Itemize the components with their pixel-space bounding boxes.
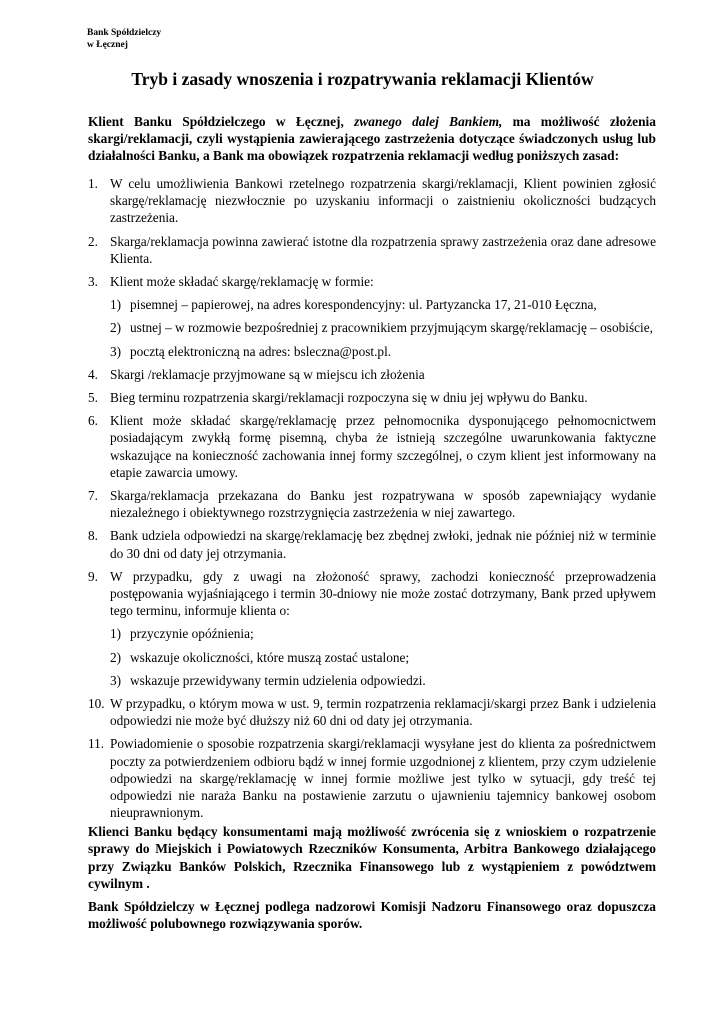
subitem-text: pisemnej – papierowej, na adres korespondencyjny: ul. Partyzancka 17, 21-010 Łęczna, <box>130 297 597 313</box>
document-title: Tryb i zasady wnoszenia i rozpatrywania reklamacji Klientów <box>131 69 594 89</box>
subitem-number: 3) <box>110 672 122 688</box>
organization-location: w Łęcznej <box>87 40 128 50</box>
rule-item <box>88 175 656 227</box>
rule-subitem <box>110 319 656 336</box>
rule-text: Skarga/reklamacja przekazana do Banku jest rozpatrywana w sposób zapewniający wydanie niezależnego i obiektywnego rozstrzygnięcia zastrzeżenia w niej zawartego. <box>110 488 656 521</box>
rule-item <box>88 527 656 561</box>
rule-subitem <box>110 343 656 360</box>
rule-number: 10. <box>88 696 105 712</box>
rule-number: 1. <box>88 176 98 191</box>
rule-item <box>88 366 656 383</box>
rule-text: Bank udziela odpowiedzi na skargę/reklamację bez zbędnej zwłoki, jednak nie później niż w terminie do 30 dni od daty jej otrzymania. <box>110 528 656 561</box>
supervision-paragraph: Bank Spółdzielczy w Łęcznej podlega nadzorowi Komisji Nadzoru Finansowego oraz dopuszcza możliwość polubownego rozwiązywania sporów. <box>88 899 656 932</box>
rule-number: 9. <box>88 568 98 584</box>
rule-number: 5. <box>88 390 98 406</box>
rule-text: Bieg terminu rozpatrzenia skargi/reklamacji rozpoczyna się w dniu jej wpływu do Banku. <box>110 390 588 406</box>
subitem-text: wskazuje przewidywany termin udzielenia odpowiedzi. <box>130 672 426 688</box>
rule-number: 6. <box>88 413 98 429</box>
rule-item <box>88 695 656 729</box>
rule-number: 3. <box>88 274 98 290</box>
subitem-number: 2) <box>110 649 122 665</box>
intro-text-part2: ma możliwość złożenia skargi/reklamacji, czyli wystąpienia zawierającego zastrzeżenia dotyczące świadczonych usług lub działalności Banku, a Bank ma obowiązek rozpatrzenia reklamacji według poniższych zasad: <box>88 114 656 164</box>
rule-text: W przypadku, gdy z uwagi na złożoność sprawy, zachodzi konieczność przeprowadzenia postępowania wyjaśniającego i termin 30-dniowy nie może zostać dotrzymany, Bank przed upływem tego terminu, informuje klienta o: <box>110 568 656 619</box>
rule-number: 11. <box>88 736 105 752</box>
consumer-rights-paragraph: Klienci Banku będący konsumentami mają możliwość zwrócenia się z wnioskiem o rozpatrzenie sprawy do Miejskich i Powiatowych Rzeczników Konsumenta, Arbitra Bankowego działającego przy Związku Banków Polskich, Rzecznika Finansowego lub z wystąpieniem z powództwem cywilnym . <box>88 824 656 892</box>
rule-number: 2. <box>88 233 98 249</box>
rule-text: W celu umożliwienia Bankowi rzetelnego rozpatrzenia skargi/reklamacji, Klient powinien zgłosić skargę/reklamację niezwłocznie po uzyskaniu informacji o zaistnieniu okoliczności budzących zastrzeżenia. <box>110 176 656 226</box>
rule-item <box>88 389 656 406</box>
rule-item <box>88 735 656 821</box>
rule-number: 7. <box>88 488 98 504</box>
rule-subitem <box>110 672 656 689</box>
organization-name: Bank Spółdzielczy <box>87 28 162 38</box>
rule-text: Powiadomienie o sposobie rozpatrzenia skargi/reklamacji wysyłane jest do klienta za pośrednictwem poczty za potwierdzeniem odbioru bądź w innej formie uzgodnionej z klientem, przy czym udzielenie odpowiedzi na skargę/reklamację w innej formie możliwe jest tylko w sytuacji, gdy treść tej odpowiedzi nie naraża Banku na postawienie zarzutu o ujawnieniu tajemnicy bankowej osobom nieuprawnionym. <box>110 736 656 821</box>
rule-item <box>88 273 656 360</box>
intro-text-part1: Klient Banku Spółdzielczego w Łęcznej, <box>88 114 355 129</box>
subitem-text: ustnej – w rozmowie bezpośredniej z pracownikiem przyjmującym skargę/reklamację – osobiście, <box>130 320 653 336</box>
subitem-text: wskazuje okoliczności, które muszą zostać ustalone; <box>130 649 410 665</box>
rule-number: 8. <box>88 528 98 544</box>
rule-item <box>88 568 656 689</box>
subitem-text: przyczynie opóźnienia; <box>130 626 254 642</box>
subitem-text: pocztą elektroniczną na adres: bsleczna@post.pl. <box>130 343 392 359</box>
intro-paragraph <box>88 113 656 165</box>
subitem-number: 3) <box>110 343 122 359</box>
rule-item <box>88 412 656 481</box>
organization-header <box>87 27 161 51</box>
rule-subitem <box>110 296 656 313</box>
rule-item <box>88 487 656 521</box>
rule-subitem <box>110 649 656 666</box>
rule-subitem <box>110 625 656 642</box>
rule-text: Skargi /reklamacje przyjmowane są w miejscu ich złożenia <box>110 366 425 382</box>
subitem-number: 1) <box>110 297 122 313</box>
rules-list <box>88 175 656 828</box>
rule-item <box>88 233 656 267</box>
rule-text: Klient może składać skargę/reklamację przez pełnomocnika dysponującego pełnomocnictwem posiadającym zwykłą formę pisemną, chyba że istnieją szczególne uwarunkowania faktyczne wskazujące na konieczność zachowania innej formy szczególnej, o czym klient jest informowany na etapie zawarcia umowy. <box>110 413 656 480</box>
rule-text: Klient może składać skargę/reklamację w formie: <box>110 274 374 290</box>
rule-number: 4. <box>88 366 98 382</box>
rule-text: W przypadku, o którym mowa w ust. 9, termin rozpatrzenia reklamacji/skargi przez Bank i udzielenia odpowiedzi nie może być dłuższy niż 60 dni od daty jej otrzymania. <box>110 696 656 729</box>
rule-text: Skarga/reklamacja powinna zawierać istotne dla rozpatrzenia sprawy zastrzeżenia oraz dane adresowe Klienta. <box>110 233 656 266</box>
intro-italic-term: zwanego dalej Bankiem, <box>354 114 503 129</box>
subitem-number: 2) <box>110 320 122 336</box>
subitem-number: 1) <box>110 626 122 642</box>
